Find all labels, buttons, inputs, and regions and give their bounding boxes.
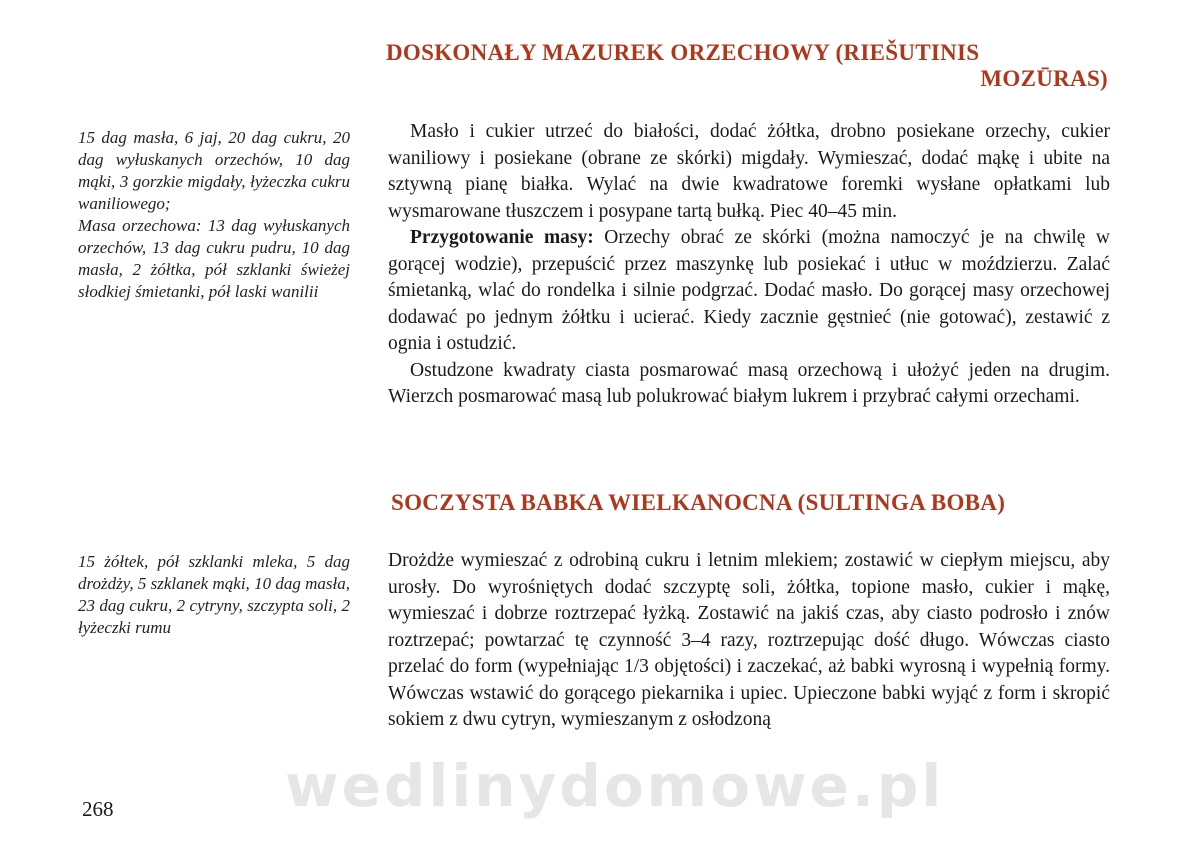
- recipe2-title: SOCZYSTA BABKA WIELKANOCNA (SULTINGA BOBA): [391, 490, 1006, 515]
- recipe1-paragraph-2: [388, 225, 1110, 358]
- recipe2-paragraph-1: Drożdże wymieszać z odrobiną cukru i letnim mlekiem; zostawić w ciepłym miejscu, aby urosły. Do wyrośniętych dodać szczyptę soli, żółtka, topione masło, cukier i mąkę, wymieszać i dobrze roztrzepać łyżką. Zostawić na jakiś czas, aby ciasto podrosło i znów roztrzepać; powtarzać tę czynność 3–4 razy, roztrzepując dość długo. Wówczas ciasto przelać do form (wypełniając 1/3 objętości) i zaczekać, aż babki wyrosną i wypełnią formy. Wówczas wstawić do gorącego piekarnika i upiec. Upieczone babki wyjąć z form i skropić sokiem z dwu cytryn, wymieszanym z osłodzoną: [388, 550, 1110, 730]
- recipe1-title-line2: MOZŪRAS): [980, 66, 1108, 91]
- recipe1-paragraph-1: Masło i cukier utrzeć do białości, dodać żółtka, drobno posiekane orzechy, cukier waniliowy i posiekane (obrane ze skórki) migdały. Wymieszać, dodać mąkę i ubite na sztywną pianę białka. Wylać na dwie kwadratowe foremki wysłane opłatkami lub wysmarowane tłuszczem i posypane tartą bułką. Piec 40–45 min.: [388, 121, 1110, 222]
- recipe2-ingredients: 15 żółtek, pół szklanki mleka, 5 dag drożdży, 5 szklanek mąki, 10 dag masła, 23 dag cukru, 2 cytryny, szczypta soli, 2 łyżeczki rumu: [78, 552, 350, 637]
- recipe2-instructions: [388, 548, 1110, 734]
- recipe1-instructions: [388, 119, 1110, 411]
- recipe1-paragraph-2-label: Przygotowanie masy:: [410, 227, 594, 248]
- recipe1-filling-ingredients: Masa orzechowa: 13 dag wyłuskanych orzechów, 13 dag cukru pudru, 10 dag masła, 2 żółtka, pół szklanki świeżej słodkiej śmietanki, pół laski wanilii: [78, 216, 350, 301]
- page-number: 268: [82, 797, 114, 821]
- recipe1-paragraph-2-text: Orzechy obrać ze skórki (można namoczyć je na chwilę w gorącej wodzie), przepuścić przez maszynkę lub posiekać i utłuc w moździerzu. Zalać śmietanką, wlać do rondelka i silnie podgrzać. Dodać masło. Do gorącej masy orzechowej dodawać po jednym żółtku i ucierać. Kiedy zacznie gęstnieć (nie gotować), zestawić z ognia i ostudzić.: [388, 227, 1111, 354]
- recipe1-ingredients: 15 dag masła, 6 jaj, 20 dag cukru, 20 dag wyłuskanych orzechów, 10 dag mąki, 3 gorzkie migdały, łyżeczka cukru waniliowego;: [78, 128, 350, 213]
- recipe1-ingredients-sidebar: [78, 127, 350, 303]
- recipe1-title-line1: DOSKONAŁY MAZUREK ORZECHOWY (RIEŠUTINIS: [386, 40, 980, 65]
- recipe1-paragraph-3: Ostudzone kwadraty ciasta posmarować masą orzechową i ułożyć jeden na drugim. Wierzch posmarować masą lub polukrować białym lukrem i przybrać całymi orzechami.: [388, 359, 1110, 407]
- watermark: wedlinydomowe.pl: [285, 752, 945, 820]
